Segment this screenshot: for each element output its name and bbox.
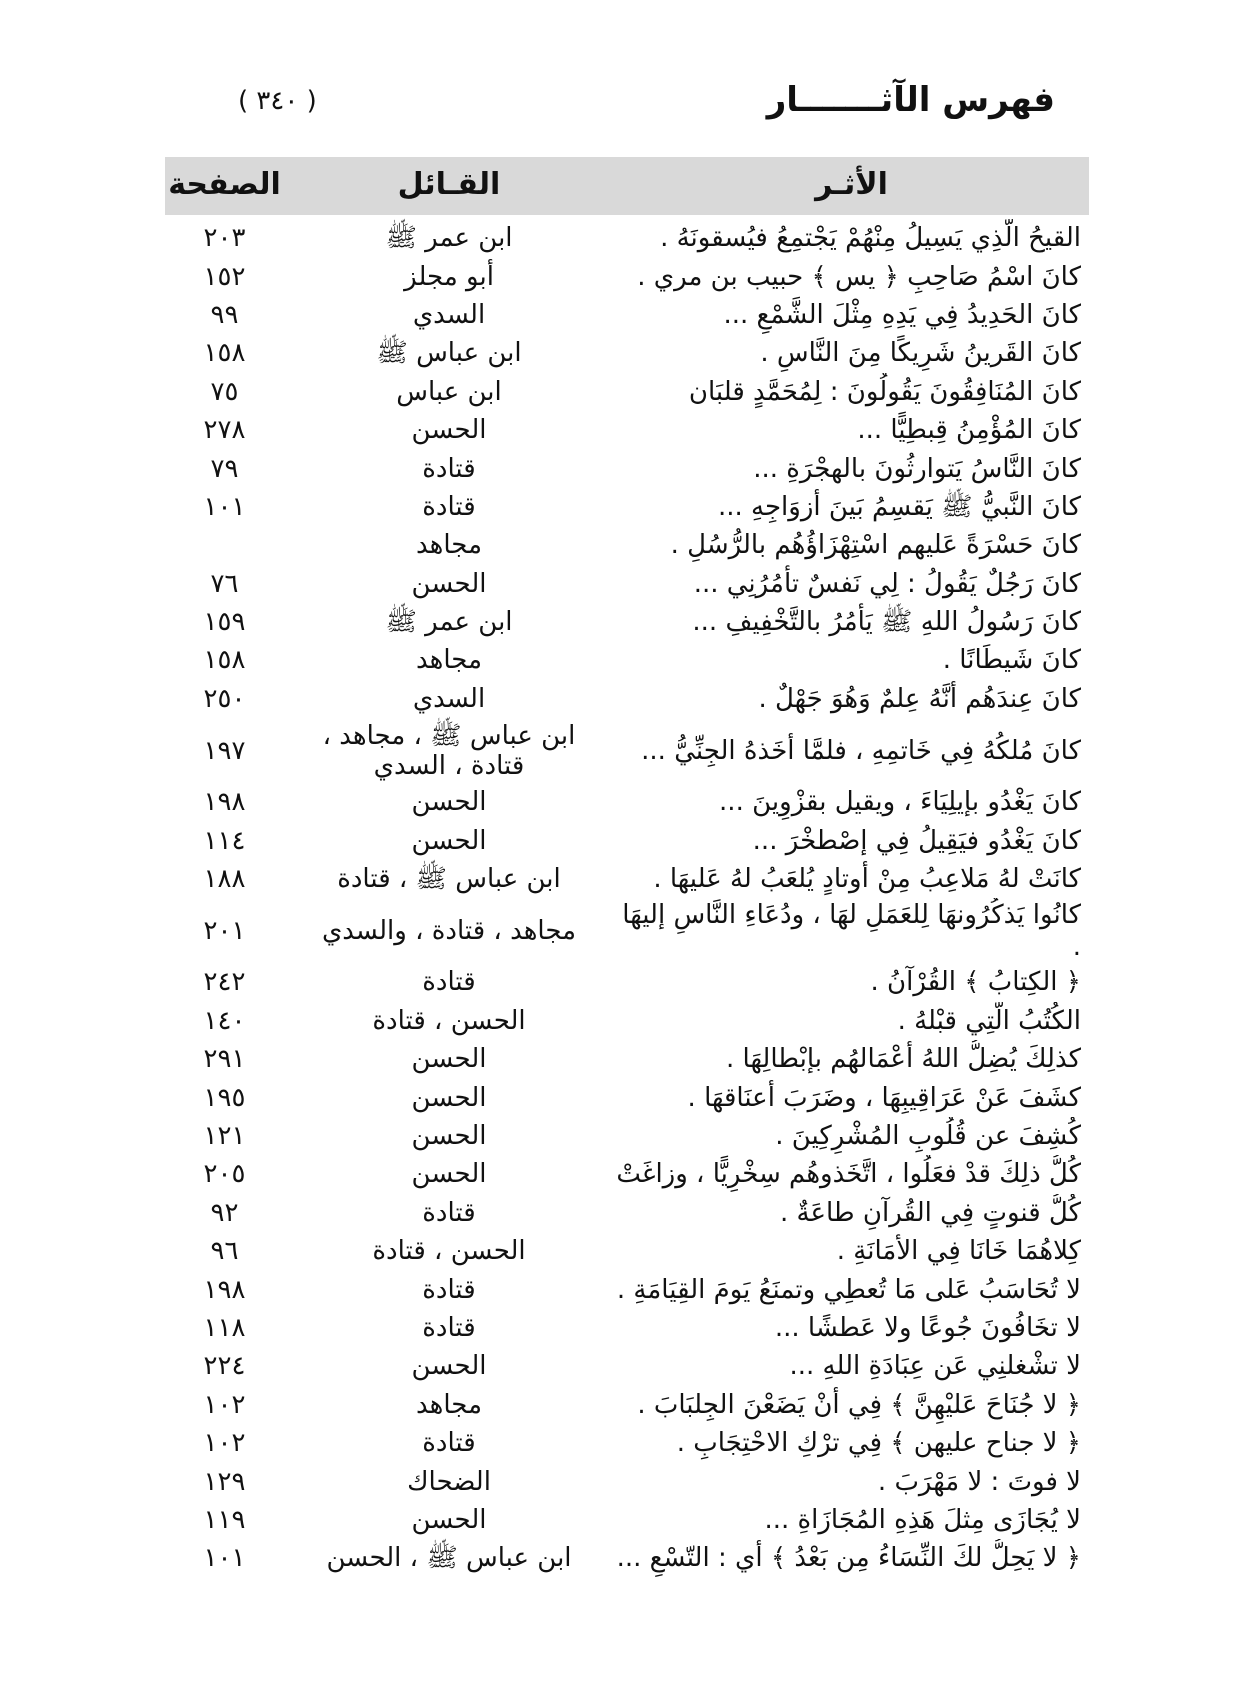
page-cell: ٢٤٢ (203, 967, 246, 998)
qail-cell: الحسن (411, 825, 487, 856)
qail-cell: الحسن (411, 1159, 487, 1190)
qail-cell: مجاهد (416, 530, 482, 561)
qail-cell: ابن عباس ﷺ ، الحسن (326, 1543, 572, 1574)
athar-cell: كانَتْ لهُ مَلاعِبُ مِنْ أوتادٍ يُلعَبُ لهُ عَليهَا . (653, 864, 1081, 895)
athar-cell: كانَ رَسُولُ اللهِ ﷺ يَأمُرُ بالتَّخْفِيفِ ... (692, 607, 1081, 638)
table-row (165, 1155, 1089, 1193)
athar-cell: لا تُحَاسَبُ عَلى مَا تُعطِي وتمنَعُ يَومَ القِيَامَةِ . (616, 1274, 1081, 1305)
table-row (165, 718, 1089, 783)
qail-cell: الحسن (411, 1044, 487, 1075)
qail-cell: أبو مجلز (404, 261, 494, 292)
page-cell: ١٤٠ (203, 1005, 246, 1036)
table-row (165, 1078, 1089, 1116)
athar-cell: كانَ حَسْرَةً عَليهم اسْتِهْزَاؤُهُم بالرُّسُلِ . (670, 530, 1081, 561)
athar-cell: كانَ رَجُلٌ يَقُولُ : لِي نَفسٌ تأمُرُنِي ... (693, 568, 1081, 599)
table-row (165, 898, 1089, 963)
qail-cell: قتادة (422, 1312, 476, 1343)
page-cell: ٢٧٨ (203, 415, 246, 446)
qail-cell: قتادة (422, 1197, 476, 1228)
qail-cell: الحسن (411, 1504, 487, 1535)
qail-cell: الحسن (411, 787, 487, 818)
page-cell: ٢٥٠ (203, 683, 246, 714)
qail-cell: السدي (412, 683, 486, 714)
page-cell: ٢٩١ (203, 1044, 246, 1075)
athar-cell: ﴿ لا جناح عليهن ﴾ فِي ترْكِ الاحْتِجَابِ . (676, 1428, 1081, 1459)
athar-cell: كُشِفَ عن قُلُوبِ المُشْرِكِينَ . (775, 1121, 1081, 1151)
qail-cell: السدي (412, 299, 486, 330)
athar-cell: لا فوتَ : لا مَهْرَبَ . (877, 1466, 1081, 1497)
athar-cell: كانَ اسْمُ صَاحِبِ ﴿ يس ﴾ حبيب بن مري . (637, 261, 1081, 292)
page-cell: ١٩٧ (203, 735, 246, 766)
qail-cell: قتادة (422, 1428, 476, 1459)
table-row (165, 1040, 1089, 1078)
page-cell: ٢٠١ (203, 915, 246, 946)
table-row (165, 603, 1089, 641)
table-body (165, 219, 1089, 1578)
athar-cell: كانَ النَّبيُّ ﷺ يَقسِمُ بَينَ أزوَاجِهِ ... (717, 491, 1081, 522)
table-row (165, 1117, 1089, 1155)
page-cell: ٩٢ (210, 1197, 239, 1228)
table-row (165, 1270, 1089, 1308)
table-row (165, 449, 1089, 487)
qail-cell: الحسن (411, 1082, 487, 1113)
table-row (165, 257, 1089, 295)
athar-cell: القيحُ الّذِي يَسِيلُ مِنْهُمْ يَجْتمِعُ فيُسقونَهُ . (660, 223, 1081, 254)
table-row (165, 1501, 1089, 1539)
athar-cell: ﴿ لا يَحِلُّ لكَ النِّسَاءُ مِن بَعْدُ ﴾ أي : التّسْعِ ... (616, 1543, 1081, 1574)
athar-cell: ﴿ لا جُنَاحَ عَليْهِنَّ ﴾ فِي أنْ يَضَعْنَ الجِلبَابَ . (637, 1389, 1081, 1420)
qail-cell: مجاهد (416, 645, 482, 676)
qail-cell: ابن عمر ﷺ (385, 607, 513, 638)
page-cell: ١٠٢ (203, 1389, 246, 1420)
column-header-page: الصفحة (168, 167, 281, 202)
page-cell: ٢٠٥ (203, 1159, 246, 1190)
page-cell: ٧٥ (210, 376, 239, 407)
athar-cell: كذلِكَ يُضِلُّ اللهُ أعْمَالهُم بإبْطالِهَا . (726, 1044, 1081, 1075)
table-row (165, 1347, 1089, 1385)
athar-cell: كانَ شَيطَانًا . (942, 645, 1081, 676)
page-cell: ١٥٢ (203, 261, 246, 292)
qail-cell: الحسن (411, 415, 487, 446)
qail-cell: الحسن ، قتادة (372, 1005, 526, 1036)
page-cell: ١٥٨ (203, 645, 246, 676)
qail-cell: قتادة (422, 491, 476, 522)
table-row (165, 373, 1089, 411)
qail-cell: قتادة (422, 453, 476, 484)
table-row (165, 1386, 1089, 1424)
page-cell: ١٠١ (203, 491, 246, 522)
athar-cell: كانَ عِندَهُم أَنَّهُ عِلمٌ وَهُوَ جَهْلٌ . (758, 683, 1081, 714)
table-row (165, 783, 1089, 821)
qail-cell: ابن عباس ﷺ ، قتادة (337, 864, 561, 895)
qail-cell: الحسن ، قتادة (372, 1236, 526, 1267)
qail-cell: ابن عباس ﷺ ، مجاهد ، قتادة ، السدي (322, 720, 576, 781)
athar-cell: كِلاهُمَا خَانَا فِي الأمَانَةِ . (836, 1236, 1081, 1267)
athar-cell: كانَ المُؤْمِنُ قِبطِيًّا ... (857, 415, 1081, 446)
table-header (165, 157, 1089, 215)
table-row (165, 411, 1089, 449)
table-row (165, 1462, 1089, 1500)
table-row (165, 1194, 1089, 1232)
qail-cell: ابن عمر ﷺ (385, 223, 513, 254)
page-number: ( ٣٤٠ ) (238, 86, 317, 116)
table-row (165, 334, 1089, 372)
table-row (165, 821, 1089, 859)
page-cell: ١٢٩ (203, 1466, 246, 1497)
table-row (165, 219, 1089, 257)
athar-cell: لا يُجَازَى مِثلَ هَذِهِ المُجَازَاةِ ... (764, 1504, 1081, 1535)
column-header-athar: الأثـر (815, 167, 888, 202)
page-cell: ١١٩ (203, 1504, 246, 1535)
page-cell: ١٠١ (203, 1543, 246, 1574)
page-cell: ١٨٨ (203, 864, 246, 895)
page-cell: ٢٢٤ (203, 1351, 246, 1382)
table-row (165, 1539, 1089, 1577)
page-cell: ٧٩ (210, 453, 239, 484)
table-row (165, 963, 1089, 1001)
page-cell: ٧٦ (210, 568, 239, 599)
table-row (165, 526, 1089, 564)
table-row (165, 1309, 1089, 1347)
table-row (165, 296, 1089, 334)
table-row (165, 488, 1089, 526)
athar-cell: كانَ يَغْدُو بإيلِيَاءَ ، ويقيل بقزْوِينَ ... (719, 787, 1081, 818)
athar-cell: كُلُّ قنوتٍ فِي القُرآنِ طاعَةٌ . (780, 1197, 1081, 1228)
athar-cell: لا تخَافُونَ جُوعًا ولا عَطشًا ... (774, 1312, 1081, 1343)
athar-cell: كُلُّ ذلِكَ قدْ فعَلُوا ، اتَّخَذوهُم سِخْرِيًّا ، وزاغَتْ (616, 1159, 1081, 1190)
athar-cell: كانَ القَرينُ شَرِيكًا مِنَ النَّاسِ . (760, 338, 1081, 369)
page-cell: ١٢١ (203, 1121, 246, 1151)
page-cell: ١١٨ (203, 1312, 246, 1343)
qail-cell: مجاهد ، قتادة ، والسدي (321, 915, 577, 946)
table-row (165, 565, 1089, 603)
qail-cell: الحسن (411, 568, 487, 599)
page-title: فهرس الآثـــــــار (766, 80, 1055, 120)
page-cell: ١٩٥ (203, 1082, 246, 1113)
page-cell: ١١٤ (203, 825, 246, 856)
page-cell: ٢٠٣ (203, 223, 246, 254)
athar-cell: كانَ يَغْدُو فيَقِيلُ فِي إصْطخْرَ ... (752, 825, 1081, 856)
table-row (165, 860, 1089, 898)
page-cell: ١٥٨ (203, 338, 246, 369)
athar-cell: كشَفَ عَنْ عَرَاقِيبِهَا ، وضَرَبَ أعنَاقهَا . (687, 1082, 1081, 1113)
qail-cell: قتادة (422, 967, 476, 998)
page-cell: ١٩٨ (203, 1274, 246, 1305)
page-cell: ١٩٨ (203, 787, 246, 818)
athar-cell: كانَ النَّاسُ يَتوارثُونَ بالهجْرَةِ ... (753, 453, 1081, 484)
page-cell: ١٥٩ (203, 607, 246, 638)
athar-cell: كانُوا يَذكُرُونهَا لِلعَمَلِ لهَا ، ودُعَاءِ النَّاسِ إليهَا . (622, 899, 1081, 962)
page-header (0, 80, 1240, 130)
qail-cell: مجاهد (416, 1389, 482, 1420)
table-row (165, 680, 1089, 718)
page-cell: ٩٦ (210, 1236, 239, 1267)
qail-cell: الحسن (411, 1121, 487, 1151)
athar-cell: كانَ الحَدِيدُ فِي يَدِهِ مِثْلَ الشَّمْعِ ... (723, 299, 1081, 330)
page-cell (165, 526, 284, 564)
qail-cell: ابن عباس (396, 376, 502, 407)
athar-cell: كانَ مُلكُهُ فِي خَاتمِهِ ، فلمَّا أخَذهُ الجِنِّيُّ ... (641, 735, 1081, 766)
column-header-qail: القـائل (397, 167, 501, 202)
athar-cell: لا تشْغلنِي عَن عِبَادَةِ اللهِ ... (789, 1351, 1081, 1382)
qail-cell: قتادة (422, 1274, 476, 1305)
athar-cell: ﴿ الكِتابُ ﴾ القُرْآنُ . (870, 967, 1081, 998)
qail-cell: ابن عباس ﷺ (376, 338, 522, 369)
table-row (165, 1002, 1089, 1040)
table-row (165, 1232, 1089, 1270)
qail-cell: الضحاك (407, 1466, 491, 1497)
athar-cell: كانَ المُنَافِقُونَ يَقُولُونَ : لِمُحَمَّدٍ قلبَان (688, 376, 1081, 407)
page-cell: ٩٩ (210, 299, 239, 330)
athar-cell: الكُتُبُ الّتِي قبْلهُ . (897, 1005, 1081, 1036)
table-row (165, 641, 1089, 679)
page-cell: ١٠٢ (203, 1428, 246, 1459)
qail-cell: الحسن (411, 1351, 487, 1382)
table-row (165, 1424, 1089, 1462)
